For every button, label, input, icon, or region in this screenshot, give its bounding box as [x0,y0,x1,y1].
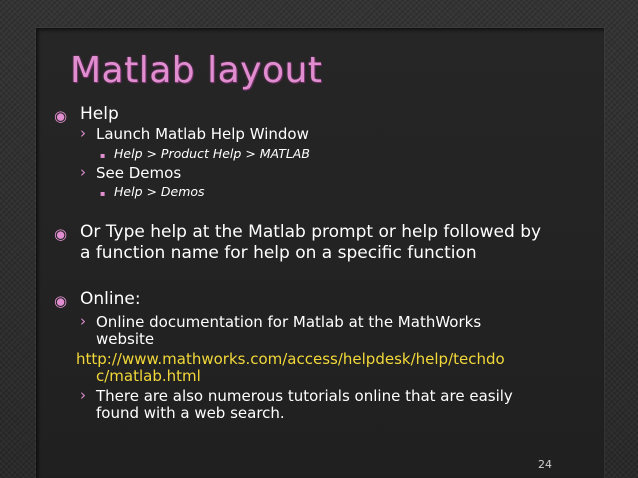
bullet-see-demos: See Demos [96,164,182,182]
bullet-launch-help: Launch Matlab Help Window [96,125,309,143]
bullet-tutorials-line-2: found with a web search. [96,404,285,422]
sub-sub-bullet-icon: ▪ [100,189,106,198]
mathworks-url-line-2[interactable]: c/matlab.html [96,367,201,385]
sub-bullet-icon: › [80,312,86,330]
mathworks-url-line-1[interactable]: http://www.mathworks.com/access/helpdesk/help/techdo [76,350,505,368]
slide-title: Matlab layout [70,50,323,91]
bullet-online-doc-line-1: Online documentation for Matlab at the MathWorks [96,313,482,331]
sub-bullet-icon: › [80,163,86,181]
bullet-icon: ◉ [54,107,68,125]
bullet-or-type-line-1: Or Type help at the Matlab prompt or help followed by [80,222,542,242]
help-menu-path: Help > Product Help > MATLAB [114,146,310,161]
bullet-online-doc-line-2: website [96,330,155,348]
sub-bullet-icon: › [80,124,86,142]
bullet-icon: ◉ [54,225,68,243]
demos-menu-path: Help > Demos [114,184,205,199]
bullet-help: Help [80,104,119,124]
sub-sub-bullet-icon: ▪ [100,151,106,160]
page-number: 24 [538,458,552,471]
sub-bullet-icon: › [80,386,86,404]
bullet-tutorials-line-1: There are also numerous tutorials online that are easily [96,387,513,405]
bullet-icon: ◉ [54,292,68,310]
bullet-online: Online: [80,289,141,309]
bullet-or-type-line-2: a function name for help on a specific function [80,243,477,263]
